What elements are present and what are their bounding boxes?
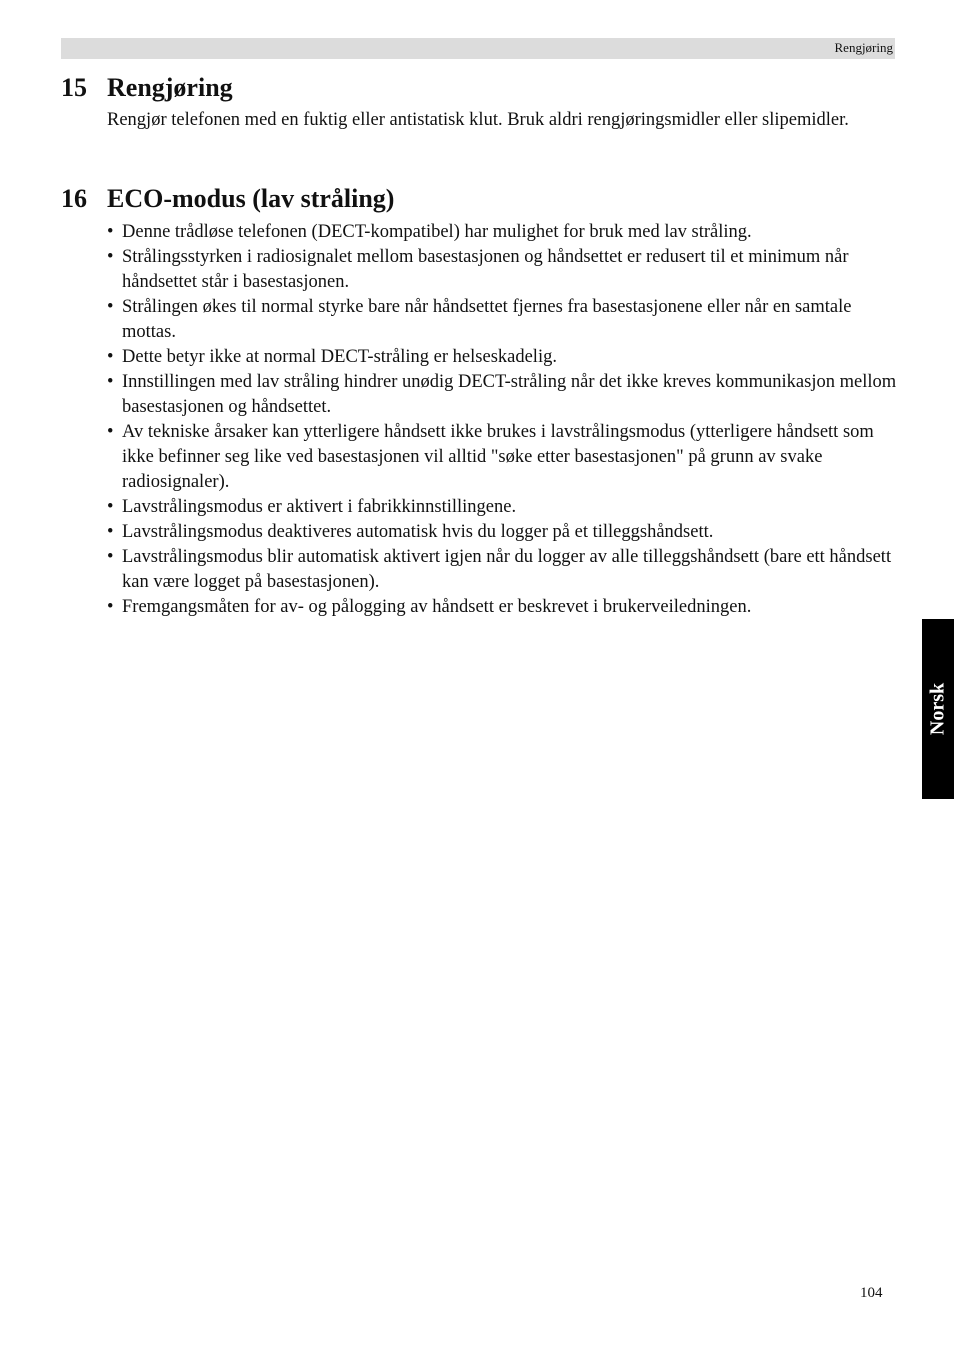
bullet-text: Denne trådløse telefonen (DECT-kompatibel) har mulighet for bruk med lav stråling. xyxy=(122,222,752,242)
running-header-bar xyxy=(61,38,895,59)
bullet-text: Lavstrålingsmodus er aktivert i fabrikkinnstillingene. xyxy=(122,497,517,517)
section-heading xyxy=(61,72,901,104)
bullet-item xyxy=(107,245,901,295)
bullet-text: Dette betyr ikke at normal DECT-stråling er helseskadelig. xyxy=(122,347,557,367)
section-paragraph: Rengjør telefonen med en fuktig eller antistatisk klut. Bruk aldri rengjøringsmidler eller slipemidler. xyxy=(107,110,849,130)
bullet-symbol: • xyxy=(107,347,114,367)
page-number: 104 xyxy=(860,1285,883,1301)
bullet-symbol: • xyxy=(107,222,114,242)
language-tab-label: Norsk xyxy=(926,682,949,736)
bullet-text: Lavstrålingsmodus deaktiveres automatisk hvis du logger på et tilleggshåndsett. xyxy=(122,522,714,542)
bullet-list xyxy=(107,220,901,620)
bullet-item xyxy=(107,545,901,595)
bullet-item xyxy=(107,595,901,620)
bullet-text: Strålingsstyrken i radiosignalet mellom basestasjonen og håndsettet er redusert til et minimum når håndsettet står i basestasjonen. xyxy=(122,247,849,292)
bullet-symbol: • xyxy=(107,372,114,392)
bullet-text: Strålingen økes til normal styrke bare når håndsettet fjernes fra basestasjonene eller når en samtale mottas. xyxy=(122,297,852,342)
bullet-symbol: • xyxy=(107,597,114,617)
bullet-symbol: • xyxy=(107,297,114,317)
section-eco-mode xyxy=(61,183,901,620)
bullet-text: Lavstrålingsmodus blir automatisk aktivert igjen når du logger av alle tilleggshåndsett (bare ett håndsett kan være logget på basestasjonen). xyxy=(122,547,892,592)
bullet-symbol: • xyxy=(107,522,114,542)
bullet-symbol: • xyxy=(107,497,114,517)
section-body xyxy=(107,220,901,620)
bullet-item xyxy=(107,220,901,245)
bullet-item xyxy=(107,345,901,370)
section-title: Rengjøring xyxy=(107,73,233,102)
bullet-item xyxy=(107,520,901,545)
bullet-text: Fremgangsmåten for av- og pålogging av håndsett er beskrevet i brukerveiledningen. xyxy=(122,597,752,617)
section-number: 15 xyxy=(61,73,87,102)
bullet-symbol: • xyxy=(107,422,114,442)
bullet-item xyxy=(107,295,901,345)
bullet-item xyxy=(107,495,901,520)
bullet-item xyxy=(107,420,901,495)
bullet-symbol: • xyxy=(107,547,114,567)
language-side-tab xyxy=(922,619,954,799)
section-title: ECO-modus (lav stråling) xyxy=(107,184,395,213)
bullet-symbol: • xyxy=(107,247,114,267)
section-heading xyxy=(61,183,901,215)
section-number: 16 xyxy=(61,184,87,213)
bullet-text: Innstillingen med lav stråling hindrer unødig DECT-stråling når det ikke kreves kommunikasjon mellom basestasjonen og håndsettet. xyxy=(122,372,897,417)
bullet-item xyxy=(107,370,901,420)
section-cleaning xyxy=(61,72,901,133)
bullet-text: Av tekniske årsaker kan ytterligere håndsett ikke brukes i lavstrålingsmodus (ytterligere håndsett som ikke befinner seg like ved basestasjonen vil alltid "søke etter basestasjonen" på grunn av svake radiosignaler). xyxy=(122,422,874,492)
running-header-title: Rengjøring xyxy=(834,40,893,55)
